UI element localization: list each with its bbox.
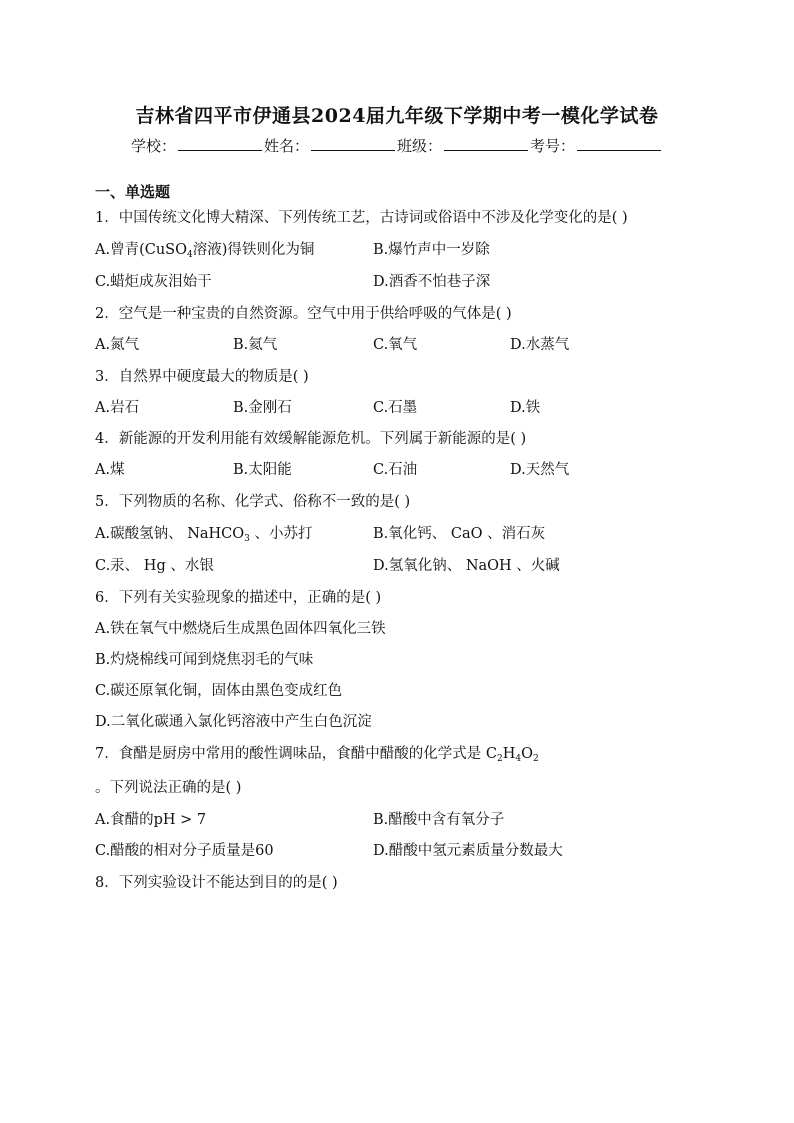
q2-option-b: B.氦气 xyxy=(233,337,278,353)
q3-option-b: B.金刚石 xyxy=(233,400,292,416)
page-title: 吉林省四平市伊通县2024届九年级下学期中考一模化学试卷 xyxy=(135,105,659,127)
q8-stem: 8．下列实验设计不能达到目的的是( ) xyxy=(95,875,338,891)
q3-stem: 3．自然界中硬度最大的物质是( ) xyxy=(95,369,309,385)
q5-stem: 5．下列物质的名称、化学式、俗称不一致的是( ) xyxy=(95,494,411,510)
q2-stem: 2．空气是一种宝贵的自然资源。空气中用于供给呼吸的气体是( ) xyxy=(95,306,512,322)
q1-option-c: C.蜡炬成灰泪始干 xyxy=(95,274,212,290)
q7-option-a: A.食醋的pH > 7 xyxy=(95,812,207,828)
student-info-line xyxy=(0,135,794,156)
q4-option-a: A.煤 xyxy=(95,462,125,478)
q4-stem: 4．新能源的开发利用能有效缓解能源危机。下列属于新能源的是( ) xyxy=(95,431,527,447)
q7-formula: $C_2H_4O_2$ xyxy=(485,746,539,764)
q7-stem: 7．食醋是厨房中常用的酸性调味品，食醋中醋酸的化学式是 $C_2H_4O_2$ xyxy=(95,746,539,764)
name-label: 姓名： xyxy=(263,137,309,155)
q6-option-b: B.灼烧棉线可闻到烧焦羽毛的气味 xyxy=(95,652,314,668)
q3-option-d: D.铁 xyxy=(510,400,541,416)
exam-no-label: 考号： xyxy=(530,137,576,155)
q1-option-d: D.酒香不怕巷子深 xyxy=(373,274,491,290)
section-heading: 一、单选题 xyxy=(95,183,171,201)
q4-option-d: D.天然气 xyxy=(510,462,570,478)
q6-option-d: D.二氧化碳通入氯化钙溶液中产生白色沉淀 xyxy=(95,714,372,730)
q7-option-d: D.醋酸中氢元素质量分数最大 xyxy=(373,843,563,859)
q7-option-b: B.醋酸中含有氧分子 xyxy=(373,812,505,828)
class-label: 班级： xyxy=(397,137,443,155)
q4-option-b: B.太阳能 xyxy=(233,462,292,478)
q6-stem: 6．下列有关实验现象的描述中，正确的是( ) xyxy=(95,590,382,606)
q1-stem: 1．中国传统文化博大精深、下列传统工艺，古诗词或俗语中不涉及化学变化的是( ) xyxy=(95,210,628,226)
q2-option-a: A.氮气 xyxy=(95,337,140,353)
q5-option-b: B.氧化钙、 CaO 、消石灰 xyxy=(373,526,546,542)
q2-option-c: C.氧气 xyxy=(373,337,418,353)
school-blank[interactable] xyxy=(178,136,262,151)
q2-option-d: D.水蒸气 xyxy=(510,337,570,353)
class-blank[interactable] xyxy=(444,136,528,151)
q1-option-a: A.曾青(CuSO$_4$溶液)得铁则化为铜 xyxy=(95,242,315,260)
q5-option-c: C.汞、 Hg 、水银 xyxy=(95,558,214,574)
q4-option-c: C.石油 xyxy=(373,462,418,478)
q7-option-c: C.醋酸的相对分子质量是60 xyxy=(95,843,274,859)
q5-option-d: D.氢氧化钠、 NaOH 、火碱 xyxy=(373,558,560,574)
school-label: 学校： xyxy=(130,137,176,155)
q6-option-c: C.碳还原氧化铜，固体由黑色变成红色 xyxy=(95,683,343,699)
q3-option-a: A.岩石 xyxy=(95,400,140,416)
name-blank[interactable] xyxy=(311,136,395,151)
q3-option-c: C.石墨 xyxy=(373,400,418,416)
q6-option-a: A.铁在氧气中燃烧后生成黑色固体四氧化三铁 xyxy=(95,621,386,637)
q5-option-a: A.碳酸氢钠、 NaHCO$_3$ 、小苏打 xyxy=(95,526,313,544)
exam-no-blank[interactable] xyxy=(577,136,661,151)
q7-stem-continued: 。下列说法正确的是( ) xyxy=(95,780,242,796)
q1-option-b: B.爆竹声中一岁除 xyxy=(373,242,490,258)
